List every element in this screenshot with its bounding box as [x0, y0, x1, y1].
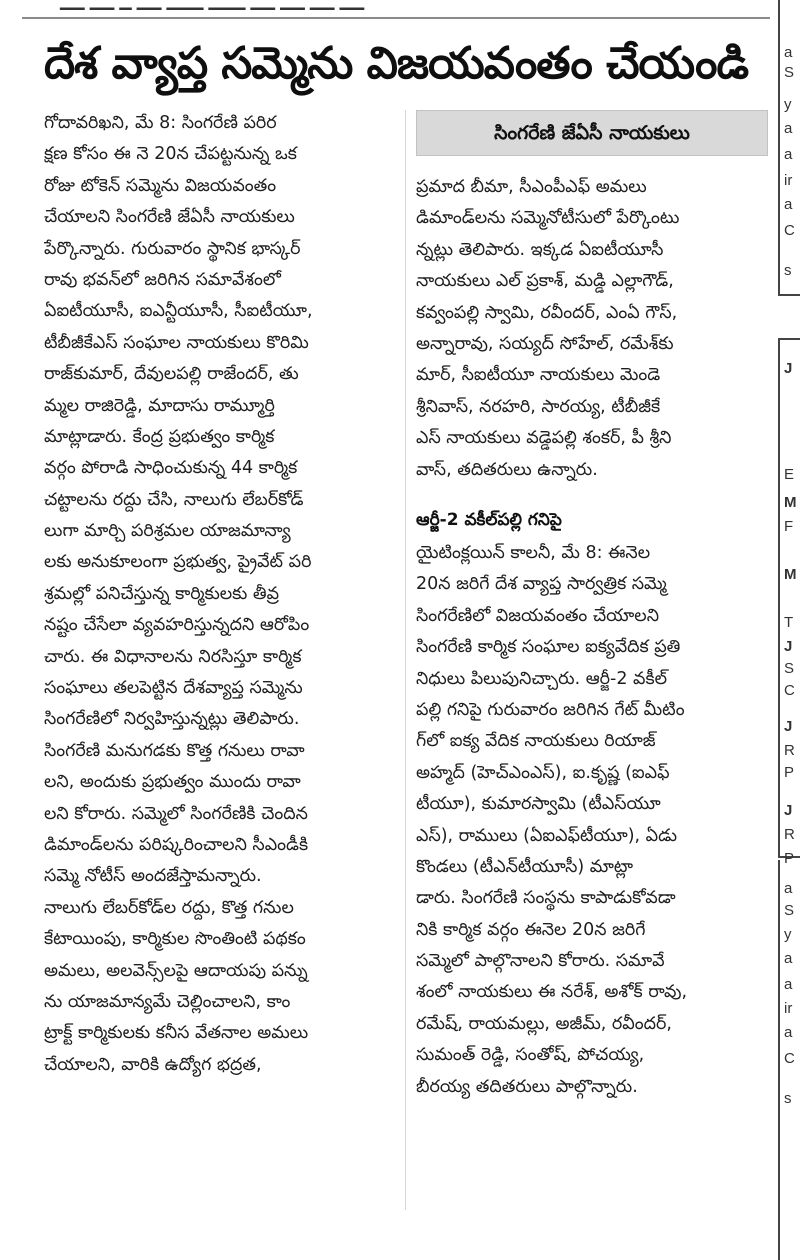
text-line: రాజ్‌కుమార్, దేవులపల్లి రాజేందర్, తు	[44, 364, 299, 385]
text-line: రోజు టోకెన్ సమ్మెను విజయవంతం	[44, 175, 277, 196]
edge-fragment: a	[784, 950, 793, 967]
text-line: అమలు, అలవెన్స్‌లపై ఆదాయపు పన్ను	[44, 960, 308, 981]
text-line: డారు. సింగరేణి సంస్థను కాపాడుకోవడా	[416, 888, 676, 909]
article-right-column-bottom	[416, 538, 770, 1103]
article-left-column	[44, 108, 396, 1081]
edge-fragment: a	[784, 146, 793, 163]
text-line: రావు భవన్‌లో జరిగిన సమావేశంలో	[44, 269, 281, 290]
text-line: సుమంత్ రెడ్డి, సంతోష్, పోచయ్య,	[416, 1045, 645, 1066]
text-line: సంఘాలు తలపెట్టిన దేశవ్యాప్త సమ్మెను	[44, 678, 303, 699]
edge-fragment: a	[784, 976, 793, 993]
text-line: యైటింక్లయిన్ కాలనీ, మే 8: ఈనెల	[416, 543, 651, 563]
text-line: న్నట్లు తెలిపారు. ఇక్కడ ఏఐటీయూసీ	[416, 239, 664, 260]
edge-fragment: R	[784, 742, 795, 759]
text-line: కొండలు (టీఎన్‌టీయూసీ) మాట్లా	[416, 856, 634, 877]
text-line: లని, అందుకు ప్రభుత్వం ముందు రావా	[44, 772, 301, 793]
top-cut-strip	[0, 0, 770, 12]
text-line: డిమాండ్‌లను పరిష్కరించాలని సీఎండీకి	[44, 834, 309, 855]
byline-box: సింగరేణి జేఏసీ నాయకులు	[416, 110, 768, 156]
text-line: నష్టం చేసేలా వ్యవహరిస్తున్నదని ఆరోపిం	[44, 615, 310, 636]
text-line: బీరయ్య తదితరులు పాల్గొన్నారు.	[416, 1076, 638, 1097]
text-line: గోదావరిఖని, మే 8: సింగరేణి పరిర	[44, 113, 277, 133]
text-line: చేయాలని, వారికి ఉద్యోగ భద్రత,	[44, 1054, 262, 1075]
edge-fragment: ir	[784, 172, 793, 189]
text-line: లని కోరారు. సమ్మెలో సింగరేణికి చెందిన	[44, 803, 308, 824]
edge-fragment: S	[784, 660, 795, 677]
edge-fragment: s	[784, 262, 792, 279]
edge-fragment: a	[784, 1024, 793, 1041]
edge-fragment: C	[784, 682, 795, 699]
text-line: మాట్లాడారు. కేంద్ర ప్రభుత్వం కార్మిక	[44, 426, 275, 447]
text-line: శ్రీనివాస్, నరహరి, సారయ్య, టీబీజీకే	[416, 396, 661, 417]
edge-fragment: s	[784, 1090, 792, 1107]
edge-fragment: y	[784, 96, 792, 113]
edge-fragment: M	[784, 566, 797, 583]
edge-fragment: a	[784, 44, 793, 61]
text-line: అహ్మద్ (హెచ్ఎంఎస్), ఐ.కృష్ణ (ఐఎఫ్	[416, 762, 670, 783]
text-line: లకు అనుకూలంగా ప్రభుత్వ, ప్రైవేట్ పరి	[44, 552, 312, 573]
text-line: నికి కార్మిక వర్గం ఈనెల 20న జరిగే	[416, 919, 646, 940]
edge-fragment: C	[784, 222, 795, 239]
text-line: నాలుగు లేబర్‌కోడ్‌ల రద్దు, కొత్త గనుల	[44, 897, 294, 918]
adjacent-article-strip	[774, 0, 800, 1260]
text-line: చట్టాలను రద్దు చేసి, నాలుగు లేబర్‌కోడ్	[44, 489, 304, 510]
edge-fragment: T	[784, 614, 794, 631]
edge-fragment: a	[784, 120, 793, 137]
edge-fragment: P	[784, 764, 795, 781]
text-line: శ్రమల్లో పనిచేస్తున్న కార్మికులకు తీవ్ర	[44, 583, 280, 604]
text-line: చారు. ఈ విధానాలను నిరసిస్తూ కార్మిక	[44, 646, 302, 667]
text-line: మార్, సీఐటీయూ నాయకులు మెండె	[416, 365, 661, 386]
text-line: మ్మల రాజిరెడ్డి, మాదాసు రామ్మూర్తి	[44, 395, 275, 416]
text-line: కేటాయింపు, కార్మికుల సొంతింటి పథకం	[44, 929, 306, 950]
text-line: చేయాలని సింగరేణి జేఏసీ నాయకులు	[44, 207, 295, 228]
text-line: పేర్కొన్నారు. గురువారం స్థానిక భాస్కర్	[44, 238, 301, 259]
text-line: డిమాండ్‌లను సమ్మెనోటీసులో పేర్కొంటు	[416, 208, 680, 229]
edge-fragment: E	[784, 466, 795, 483]
text-line: ను యాజమాన్యమే చెల్లించాలని, కాం	[44, 991, 291, 1012]
text-line: నిధులు పిలుపునిచ్చారు. ఆర్జీ-2 వకీల్	[416, 668, 668, 689]
text-line: ఎస్ నాయకులు వడ్డెపల్లి శంకర్, పీ శ్రీని	[416, 428, 672, 449]
text-line: క్షణ కోసం ఈ నె 20న చేపట్టనున్న ఒక	[44, 144, 297, 165]
text-line: వాస్, తదితరులు ఉన్నారు.	[416, 459, 598, 480]
cut-off-text: ▁▁ ▁▁ ▁ ▁▁ ▁▁▁ ▁▁▁ ▁▁ ▁▁ ▁▁ ▁▁	[60, 0, 365, 10]
text-line: ఏఐటీయూసీ, ఐఎన్టీయూసీ, సీఐటీయూ,	[44, 301, 313, 322]
text-line: సమ్మెలో పాల్గొనాలని కోరారు. సమావే	[416, 951, 665, 972]
text-line: అన్నారావు, సయ్యద్ సోహేల్, రమేశ్‌కు	[416, 333, 674, 354]
text-line: ఎస్), రాములు (ఏఐఎఫ్‌టీయూ), ఏడు	[416, 825, 678, 846]
text-line: సింగరేణిలో నిర్వహిస్తున్నట్లు తెలిపారు.	[44, 709, 300, 730]
text-line: లుగా మార్చి పరిశ్రమల యాజమాన్యా	[44, 521, 291, 542]
edge-fragment: S	[784, 902, 795, 919]
text-line: రమేష్, రాయమల్లు, అజీమ్, రవీందర్,	[416, 1013, 672, 1034]
text-line: ప్రమాద బీమా, సీఎంపీఎఫ్ అమలు	[416, 177, 647, 197]
top-rule	[22, 17, 770, 19]
text-line: సమ్మె నోటీస్ అందజేస్తామన్నారు.	[44, 866, 262, 887]
text-line: వర్గం పోరాడి సాధించుకున్న 44 కార్మిక	[44, 458, 298, 479]
edge-fragment: ir	[784, 1000, 793, 1017]
edge-fragment: R	[784, 826, 795, 843]
text-line: 20న జరిగే దేశ వ్యాప్త సార్వత్రిక సమ్మె	[416, 574, 667, 595]
edge-fragment: a	[784, 196, 793, 213]
article-headline: దేశ వ్యాప్త సమ్మెను విజయవంతం చేయండి	[43, 38, 749, 89]
text-line: నాయకులు ఎల్ ప్రకాశ్, మడ్డి ఎల్లాగౌడ్,	[416, 271, 674, 292]
edge-fragment: a	[784, 880, 793, 897]
article-right-column-top	[416, 172, 770, 486]
edge-fragment: J	[784, 638, 793, 655]
text-line: టీబీజీకేఎస్ సంఘాల నాయకులు కొరిమి	[44, 332, 309, 353]
text-line: టీయూ), కుమారస్వామి (టీఎస్‌యూ	[416, 794, 661, 815]
edge-fragment: F	[784, 518, 794, 535]
text-line: శంలో నాయకులు ఈ నరేశ్, అశోక్ రావు,	[416, 982, 688, 1003]
edge-fragment: P	[784, 850, 795, 867]
edge-fragment: J	[784, 802, 793, 819]
edge-fragment: y	[784, 926, 792, 943]
text-line: కవ్వంపల్లి స్వామి, రవీందర్, ఎంఏ గౌస్,	[416, 302, 678, 323]
edge-fragment: M	[784, 494, 797, 511]
text-line: గ్‌లో ఐక్య వేదిక నాయకులు రియాజ్	[416, 731, 656, 752]
edge-fragment: C	[784, 1050, 795, 1067]
text-line: సింగరేణిలో విజయవంతం చేయాలని	[416, 605, 659, 626]
text-line: సింగరేణి కార్మిక సంఘాల ఐక్యవేదిక ప్రతి	[416, 637, 681, 658]
column-divider	[405, 110, 406, 1210]
edge-fragment: S	[784, 64, 795, 81]
text-line: పల్లి గనిపై గురువారం జరిగిన గేట్ మీటిం	[416, 699, 685, 720]
edge-fragment: J	[784, 360, 793, 377]
section-subhead: ఆర్జీ-2 వకీల్‌పల్లి గనిపై	[416, 510, 562, 530]
text-line: ట్రాక్ట్ కార్మికులకు కనీస వేతనాల అమలు	[44, 1023, 309, 1044]
text-line: సింగరేణి మనుగడకు కొత్త గనులు రావా	[44, 740, 305, 761]
edge-fragment: J	[784, 718, 793, 735]
